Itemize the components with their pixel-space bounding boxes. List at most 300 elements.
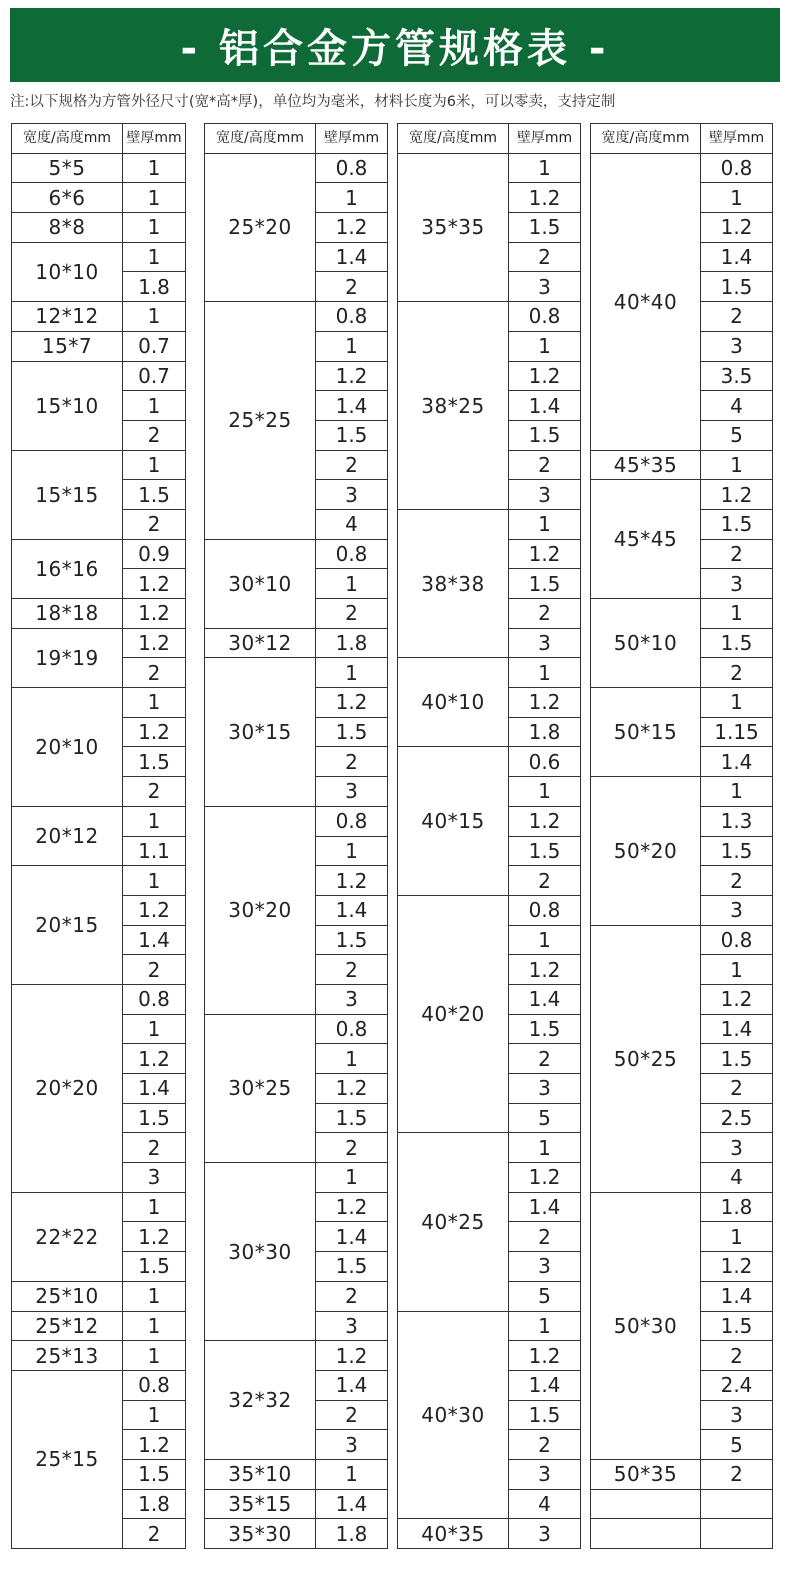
thickness-cell: 2 [316,450,388,480]
thickness-cell: 4 [509,1489,581,1519]
thickness-header: 壁厚mm [701,124,773,154]
thickness-cell: 5 [701,420,773,450]
thickness-cell: 3 [316,1311,388,1341]
thickness-cell: 2 [123,1519,186,1549]
thickness-cell: 1.2 [123,599,186,629]
size-cell: 30*20 [205,806,316,1014]
thickness-cell: 1 [316,1163,388,1193]
thickness-cell: 1.5 [123,1252,186,1282]
size-cell: 40*20 [398,895,509,1133]
thickness-cell: 2 [701,539,773,569]
table-row [398,1311,581,1341]
size-cell: 20*15 [12,866,123,985]
thickness-cell: 5 [509,1103,581,1133]
header-row [591,124,773,154]
size-cell: 40*40 [591,153,701,450]
thickness-cell: 2 [509,599,581,629]
thickness-cell: 1.5 [701,272,773,302]
thickness-cell: 1.2 [509,688,581,718]
size-cell: 25*10 [12,1281,123,1311]
table-row [12,1370,186,1400]
thickness-cell: 1 [701,955,773,985]
thickness-cell: 3 [509,480,581,510]
thickness-cell: 3 [123,1163,186,1193]
thickness-cell: 1 [123,1281,186,1311]
size-header: 宽度/高度mm [205,124,316,154]
thickness-cell: 4 [316,509,388,539]
thickness-cell: 0.8 [123,984,186,1014]
thickness-cell: 2 [509,1430,581,1460]
thickness-cell: 3 [316,984,388,1014]
thickness-cell: 1.4 [316,1489,388,1519]
size-cell: 18*18 [12,599,123,629]
thickness-cell: 1.5 [123,1103,186,1133]
thickness-cell: 1.4 [509,1370,581,1400]
thickness-cell: 2 [701,866,773,896]
thickness-cell: 1.2 [316,361,388,391]
spec-note: 注:以下规格为方管外径尺寸(宽*高*厚)，单位均为毫米，材料长度为6米，可以零卖，支持定制 [10,94,616,110]
thickness-cell: 0.8 [509,302,581,332]
spec-table-column-3 [397,123,581,1549]
thickness-cell: 2 [509,450,581,480]
thickness-cell: 0.8 [316,1014,388,1044]
table-row [591,1459,773,1489]
thickness-cell: 1 [509,1133,581,1163]
thickness-cell: 1 [316,331,388,361]
spec-table-column-1 [11,123,186,1549]
thickness-cell: 1 [316,836,388,866]
size-cell: 45*45 [591,480,701,599]
thickness-cell: 1.5 [701,628,773,658]
thickness-cell: 1.4 [509,1192,581,1222]
thickness-cell: 2 [123,509,186,539]
table-row [398,747,581,777]
thickness-cell: 1.5 [123,747,186,777]
thickness-cell: 1.5 [509,836,581,866]
thickness-cell: 1.5 [316,925,388,955]
size-cell [591,1489,701,1519]
thickness-cell: 3 [316,480,388,510]
thickness-cell: 1.2 [509,183,581,213]
size-cell: 50*15 [591,688,701,777]
table-row [398,509,581,539]
table-row [398,658,581,688]
thickness-cell: 3.5 [701,361,773,391]
thickness-cell: 1 [123,183,186,213]
thickness-cell: 1.1 [123,836,186,866]
thickness-cell: 1.2 [123,628,186,658]
thickness-cell: 1.4 [316,1222,388,1252]
size-cell: 40*15 [398,747,509,895]
thickness-cell: 1.2 [701,213,773,243]
thickness-cell: 2 [123,955,186,985]
thickness-cell: 1.4 [509,984,581,1014]
table-row [12,1311,186,1341]
thickness-cell: 2 [316,272,388,302]
thickness-cell: 1 [509,153,581,183]
thickness-cell: 2 [701,1074,773,1104]
table-row [12,242,186,272]
table-row [205,1489,388,1519]
thickness-cell: 0.8 [316,539,388,569]
size-cell: 8*8 [12,213,123,243]
thickness-cell: 1.2 [123,569,186,599]
thickness-cell: 1 [316,1044,388,1074]
thickness-cell: 1.4 [316,895,388,925]
thickness-cell: 1.4 [701,1014,773,1044]
thickness-cell: 2 [509,1222,581,1252]
size-cell: 35*15 [205,1489,316,1519]
table-row [398,153,581,183]
size-header: 宽度/高度mm [591,124,701,154]
thickness-cell: 1 [123,688,186,718]
thickness-cell: 1.5 [701,836,773,866]
thickness-cell: 1.5 [316,420,388,450]
table-row [12,450,186,480]
thickness-cell: 1 [123,242,186,272]
header-row [398,124,581,154]
table-row [591,688,773,718]
thickness-cell: 4 [701,1163,773,1193]
thickness-cell: 1.5 [509,569,581,599]
thickness-cell: 1.4 [316,391,388,421]
thickness-cell: 1.2 [123,717,186,747]
thickness-cell: 1 [509,925,581,955]
size-cell [591,1519,701,1549]
table-row [591,153,773,183]
thickness-cell: 1 [123,302,186,332]
thickness-cell: 2 [123,1133,186,1163]
thickness-cell: 3 [509,628,581,658]
thickness-cell: 1 [701,688,773,718]
size-cell: 5*5 [12,153,123,183]
thickness-cell: 1.2 [123,1222,186,1252]
thickness-cell: 1.2 [316,1192,388,1222]
thickness-cell: 1.2 [701,1252,773,1282]
thickness-cell: 1.5 [123,480,186,510]
table-row [12,806,186,836]
size-cell: 30*15 [205,658,316,806]
thickness-cell: 1.5 [701,1311,773,1341]
thickness-cell: 1 [509,1311,581,1341]
size-cell: 38*38 [398,509,509,657]
thickness-cell: 1 [123,1341,186,1371]
size-cell: 25*15 [12,1370,123,1548]
title-banner [10,8,780,82]
table-row [205,1163,388,1193]
thickness-cell: 2 [316,599,388,629]
thickness-cell: 1 [701,450,773,480]
thickness-cell: 3 [701,569,773,599]
thickness-cell: 1 [123,391,186,421]
thickness-cell: 0.7 [123,331,186,361]
thickness-cell: 0.8 [316,302,388,332]
thickness-cell: 2 [701,1459,773,1489]
thickness-cell: 1.5 [701,1044,773,1074]
size-cell: 30*30 [205,1163,316,1341]
thickness-cell: 0.8 [316,806,388,836]
thickness-cell: 1.2 [316,688,388,718]
thickness-cell: 1 [701,183,773,213]
table-row [12,599,186,629]
thickness-cell: 2 [509,1044,581,1074]
thickness-cell: 2 [701,302,773,332]
size-header: 宽度/高度mm [12,124,123,154]
page-title: - 铝合金方管规格表 - [180,25,610,72]
thickness-cell: 0.8 [123,1370,186,1400]
thickness-header: 壁厚mm [123,124,186,154]
thickness-cell [701,1489,773,1519]
thickness-cell: 1.5 [509,1014,581,1044]
thickness-cell: 3 [316,777,388,807]
thickness-cell: 1 [509,509,581,539]
size-cell: 45*35 [591,450,701,480]
thickness-cell: 2 [701,658,773,688]
size-header: 宽度/高度mm [398,124,509,154]
table-row [205,1341,388,1371]
thickness-cell: 2 [316,1281,388,1311]
table-row [205,806,388,836]
table-row [591,599,773,629]
size-cell: 19*19 [12,628,123,687]
size-cell: 6*6 [12,183,123,213]
thickness-cell: 2 [509,866,581,896]
table-row [12,539,186,569]
thickness-cell: 3 [701,1400,773,1430]
thickness-cell: 1.2 [316,213,388,243]
thickness-cell: 2 [316,1400,388,1430]
table-row [12,1192,186,1222]
thickness-cell: 1.5 [316,1252,388,1282]
table-row [591,480,773,510]
table-row [12,213,186,243]
thickness-cell: 1 [316,569,388,599]
thickness-cell: 3 [509,1252,581,1282]
size-cell: 30*12 [205,628,316,658]
thickness-cell: 1.5 [509,213,581,243]
thickness-cell: 1.8 [316,1519,388,1549]
table-row [591,450,773,480]
thickness-cell: 1 [316,658,388,688]
table-row [12,302,186,332]
thickness-cell: 2 [123,777,186,807]
thickness-cell: 2.5 [701,1103,773,1133]
thickness-header: 壁厚mm [316,124,388,154]
size-cell: 25*20 [205,153,316,301]
size-cell: 50*10 [591,599,701,688]
thickness-cell: 1.2 [509,1163,581,1193]
table-row [398,895,581,925]
thickness-cell: 1.3 [701,806,773,836]
thickness-cell: 1.5 [316,717,388,747]
size-cell: 12*12 [12,302,123,332]
table-row [12,984,186,1014]
thickness-cell: 1.2 [123,1430,186,1460]
thickness-cell: 3 [316,1430,388,1460]
size-cell: 30*10 [205,539,316,628]
size-cell: 25*13 [12,1341,123,1371]
spec-table-column-2 [204,123,388,1549]
size-cell: 40*30 [398,1311,509,1519]
size-cell: 35*30 [205,1519,316,1549]
size-cell: 38*25 [398,302,509,510]
thickness-cell: 1.5 [316,1103,388,1133]
spec-table-column-4 [590,123,773,1549]
thickness-cell: 1 [123,153,186,183]
table-row [12,183,186,213]
table-row [205,153,388,183]
size-cell: 40*35 [398,1519,509,1549]
thickness-cell: 1.2 [123,895,186,925]
thickness-cell: 0.6 [509,747,581,777]
table-row [205,302,388,332]
table-row [398,1133,581,1163]
size-cell: 40*25 [398,1133,509,1311]
thickness-cell: 1 [316,1459,388,1489]
size-cell: 20*12 [12,806,123,865]
size-cell: 35*10 [205,1459,316,1489]
table-row [205,628,388,658]
thickness-cell: 1.8 [123,1489,186,1519]
thickness-cell: 0.8 [701,925,773,955]
thickness-cell: 1.2 [509,1341,581,1371]
thickness-cell: 1 [701,1222,773,1252]
thickness-cell: 0.8 [316,153,388,183]
table-row [12,866,186,896]
thickness-cell: 1 [123,866,186,896]
thickness-cell: 0.9 [123,539,186,569]
size-cell: 15*7 [12,331,123,361]
header-row [205,124,388,154]
thickness-cell: 1.8 [509,717,581,747]
thickness-cell: 1 [509,658,581,688]
thickness-cell: 0.8 [701,153,773,183]
thickness-cell: 1 [123,1311,186,1341]
thickness-cell: 2.4 [701,1370,773,1400]
thickness-cell: 1.4 [701,1281,773,1311]
table-row [12,688,186,718]
thickness-cell: 1.4 [701,242,773,272]
table-row [205,1014,388,1044]
thickness-cell: 2 [123,658,186,688]
thickness-cell: 1 [701,777,773,807]
table-row [591,925,773,955]
table-row [591,1489,773,1519]
thickness-cell: 3 [701,895,773,925]
thickness-cell: 3 [701,1133,773,1163]
thickness-cell: 1 [509,331,581,361]
thickness-cell: 1.4 [316,242,388,272]
thickness-cell: 2 [509,242,581,272]
table-row [12,628,186,658]
size-cell: 40*10 [398,658,509,747]
thickness-cell: 3 [509,1074,581,1104]
size-cell: 50*35 [591,1459,701,1489]
thickness-cell: 1 [123,213,186,243]
thickness-cell: 1 [123,450,186,480]
table-row [591,777,773,807]
thickness-cell: 1.5 [123,1459,186,1489]
table-row [398,1519,581,1549]
thickness-cell: 1.5 [701,509,773,539]
thickness-cell: 1.2 [509,539,581,569]
thickness-cell: 1 [123,1400,186,1430]
size-cell: 22*22 [12,1192,123,1281]
thickness-cell: 1.2 [701,480,773,510]
thickness-cell: 1.8 [316,628,388,658]
thickness-cell: 1 [701,599,773,629]
thickness-cell: 1.2 [701,984,773,1014]
header-row [12,124,186,154]
thickness-cell: 0.7 [123,361,186,391]
thickness-cell: 1.4 [123,1074,186,1104]
table-row [12,361,186,391]
size-cell: 32*32 [205,1341,316,1460]
thickness-cell: 1.4 [509,391,581,421]
size-cell: 35*35 [398,153,509,301]
size-cell: 16*16 [12,539,123,598]
thickness-cell: 1.5 [509,420,581,450]
thickness-cell: 5 [701,1430,773,1460]
thickness-cell: 1 [509,777,581,807]
thickness-cell: 1.2 [316,1341,388,1371]
table-row [205,1519,388,1549]
thickness-cell: 1.4 [316,1370,388,1400]
thickness-cell: 1 [123,1014,186,1044]
thickness-cell: 3 [509,1459,581,1489]
thickness-cell: 5 [509,1281,581,1311]
size-cell: 15*10 [12,361,123,450]
thickness-cell: 1.5 [509,1400,581,1430]
thickness-cell: 0.8 [509,895,581,925]
thickness-cell: 1.4 [123,925,186,955]
size-cell: 25*25 [205,302,316,540]
thickness-cell: 1.2 [316,866,388,896]
thickness-cell: 1.2 [123,1044,186,1074]
thickness-cell: 3 [509,1519,581,1549]
table-row [12,153,186,183]
thickness-cell: 1.8 [701,1192,773,1222]
table-row [398,302,581,332]
thickness-cell [701,1519,773,1549]
thickness-cell: 1.2 [509,806,581,836]
thickness-cell: 1.2 [509,361,581,391]
size-cell: 20*10 [12,688,123,807]
thickness-cell: 1.2 [316,1074,388,1104]
size-cell: 20*20 [12,984,123,1192]
table-row [205,658,388,688]
thickness-cell: 2 [701,1341,773,1371]
size-cell: 30*25 [205,1014,316,1162]
thickness-cell: 2 [316,1133,388,1163]
table-row [205,1459,388,1489]
size-cell: 50*25 [591,925,701,1192]
size-cell: 25*12 [12,1311,123,1341]
thickness-cell: 4 [701,391,773,421]
table-row [205,539,388,569]
thickness-cell: 3 [701,331,773,361]
thickness-cell: 1 [123,1192,186,1222]
thickness-cell: 1.4 [701,747,773,777]
table-row [591,1519,773,1549]
table-row [12,1281,186,1311]
thickness-cell: 1.2 [509,955,581,985]
size-cell: 50*30 [591,1192,701,1459]
table-row [591,1192,773,1222]
thickness-cell: 1.8 [123,272,186,302]
thickness-cell: 1 [316,183,388,213]
thickness-cell: 2 [316,747,388,777]
